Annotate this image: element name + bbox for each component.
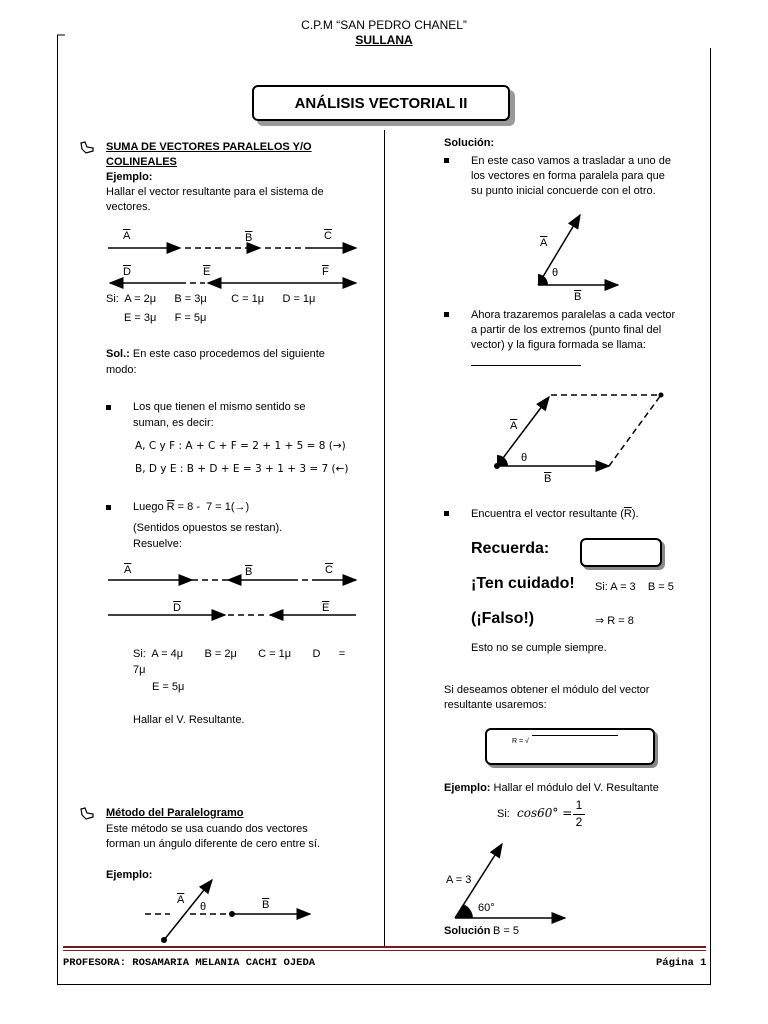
angle-theta: θ xyxy=(552,267,559,279)
footer-rule xyxy=(63,950,706,951)
b1-line3: su punto inicial concuerde con el otro. xyxy=(471,185,656,197)
bullet-icon xyxy=(106,405,111,410)
bullet-icon xyxy=(106,505,111,510)
hallar-text: Hallar el V. Resultante. xyxy=(133,714,245,726)
fraction-numerator: 1 xyxy=(575,798,583,812)
label-c: $\overline{C}$ xyxy=(324,230,332,242)
label-b: $\overline{B}$ xyxy=(574,291,582,303)
b2-line1: Ahora trazaremos paralelas a cada vector xyxy=(471,309,676,321)
no-cumple-text: Esto no se cumple siempre. xyxy=(471,642,607,654)
luego-result: = 8 - 7 = 1(→) xyxy=(177,501,250,513)
formula-box xyxy=(485,728,655,765)
ejemplo-text-line2: vectores. xyxy=(106,201,151,213)
b1-line1: En este caso vamos a trasladar a uno de xyxy=(471,155,671,167)
label-b: $\overline{B}$ xyxy=(245,566,253,578)
column-separator xyxy=(384,130,385,948)
equation-same-sense-right: A, C y F : A + C + F = 2 + 1 + 5 = 8 (→) xyxy=(135,440,346,452)
teacher-name: PROFESORA: ROSAMARIA MELANIA CACHI OJEDA xyxy=(63,957,316,969)
section2-text-line2: forman un ángulo diferente de cero entre sí. xyxy=(106,838,321,850)
falso-label: (¡Falso!) xyxy=(471,610,535,627)
cos-expression: cos60° = xyxy=(517,806,573,820)
page-number: Página 1 xyxy=(656,957,707,969)
fraction-denominator: 2 xyxy=(575,815,583,829)
values2-line2: 7μ xyxy=(133,664,146,676)
label-d: $\overline{D}$ xyxy=(173,602,181,614)
label-a: $\overline{A}$ xyxy=(177,894,185,906)
b3-suffix: ). xyxy=(631,508,639,520)
school-name: C.P.M “SAN PEDRO CHANEL” xyxy=(301,18,467,32)
section2-text-line1: Este método se usa cuando dos vectores xyxy=(106,823,308,835)
label-e: $\overline{E}$ xyxy=(322,602,330,614)
label-b: $\overline{B}$ xyxy=(245,232,253,244)
label-a: $\overline{A}$ xyxy=(510,420,518,432)
sol-label: Sol.: xyxy=(106,348,130,360)
label-b: $\overline{B}$ xyxy=(262,899,270,911)
hand-pointer-icon xyxy=(80,807,96,821)
resultant-symbol: $\overline{R}$ xyxy=(166,501,175,513)
angle-theta: θ xyxy=(200,901,207,913)
page-frame-left xyxy=(57,35,58,985)
radical-bar xyxy=(532,735,618,736)
recuerda-label: Recuerda: xyxy=(471,540,550,557)
solucion-label: Solución: xyxy=(444,137,495,149)
page-frame-right xyxy=(710,48,711,985)
city-name: SULLANA xyxy=(355,33,413,47)
angle-sixty: 60° xyxy=(478,902,495,914)
solucion2-label: Solución xyxy=(444,925,491,937)
footer-rule xyxy=(63,946,706,948)
modulo-line1: Si deseamos obtener el módulo del vector xyxy=(444,684,650,696)
values1-line2: E = 3μ F = 5μ xyxy=(124,312,207,324)
page-frame-bottom xyxy=(57,984,711,985)
b3-line xyxy=(471,507,639,522)
hand-pointer-icon xyxy=(80,141,96,155)
translated-vectors-figure xyxy=(510,210,670,295)
modulo-line2: resultante usaremos: xyxy=(444,699,547,711)
ejemplo-text-line1: Hallar el vector resultante para el sistema de xyxy=(106,186,324,198)
ejemplo3-text: Hallar el módulo del V. Resultante xyxy=(490,782,659,794)
label-b: $\overline{B}$ xyxy=(544,473,552,485)
luego-text: Luego xyxy=(133,501,164,513)
answer-blank-line xyxy=(471,365,581,366)
ejemplo2-label: Ejemplo: xyxy=(106,869,153,881)
b2-line3: vector) y la figura formada se llama: xyxy=(471,339,646,351)
b1-line2: los vectores en forma paralela para que xyxy=(471,170,665,182)
two-vectors-figure xyxy=(140,872,320,947)
resuelve-label: Resuelve: xyxy=(133,538,182,550)
falso-result: ⇒ R = 8 xyxy=(595,615,634,627)
bullet-icon xyxy=(444,511,449,516)
b2-line2: a partir de los extremos (punto final del xyxy=(471,324,662,336)
values2-line1: Si: A = 4μ B = 2μ C = 1μ D = xyxy=(133,648,346,660)
label-b-value: B = 5 xyxy=(493,925,519,937)
ejemplo-label: Ejemplo: xyxy=(106,171,153,183)
b3-prefix: Encuentra el vector resultante ( xyxy=(471,508,624,520)
resultant-symbol: $\overline{R}$ xyxy=(623,508,632,520)
label-a: $\overline{A}$ xyxy=(540,237,548,249)
sol-paragraph xyxy=(106,347,352,362)
bullet-icon xyxy=(444,312,449,317)
sol-text: En este caso procedemos del siguiente xyxy=(129,348,325,360)
section2-title: Método del Paralelogramo xyxy=(106,807,244,819)
bullet1-line1: Los que tienen el mismo sentido se xyxy=(133,401,306,413)
angle-theta: θ xyxy=(521,452,528,464)
si-label: Si: xyxy=(497,808,510,820)
recuerda-box xyxy=(580,538,662,567)
label-a: $\overline{A}$ xyxy=(124,564,132,576)
cuidado-label: ¡Ten cuidado! xyxy=(471,575,575,592)
values2-line3: E = 5μ xyxy=(152,681,185,693)
values1-line1: Si: A = 2μ B = 3μ C = 1μ D = 1μ xyxy=(106,293,316,305)
ejemplo3-label: Ejemplo: xyxy=(444,782,491,794)
section1-title-line2: COLINEALES xyxy=(106,156,177,168)
frame-corner xyxy=(57,33,67,37)
section1-title-line1: SUMA DE VECTORES PARALELOS Y/O xyxy=(106,141,312,153)
bullet1-line2: suman, es decir: xyxy=(133,417,214,429)
formula-text: R = √ xyxy=(512,738,529,745)
bullet2-note: (Sentidos opuestos se restan). xyxy=(133,522,283,534)
label-a-value: A = 3 xyxy=(446,874,472,886)
bullet-icon xyxy=(444,158,449,163)
equation-same-sense-left: B, D y E : B + D + E = 3 + 1 + 3 = 7 (←) xyxy=(135,463,349,475)
bullet2-line1 xyxy=(133,500,249,515)
page-title: ANÁLISIS VECTORIAL II xyxy=(252,85,510,121)
label-c: $\overline{C}$ xyxy=(325,564,333,576)
label-f: $\overline{F}$ xyxy=(322,266,329,278)
ejemplo3-line xyxy=(444,781,659,796)
label-e: $\overline{E}$ xyxy=(203,266,211,278)
sol-text-line2: modo: xyxy=(106,364,137,376)
cuidado-values: Si: A = 3 B = 5 xyxy=(595,581,674,593)
label-d: $\overline{D}$ xyxy=(123,266,131,278)
label-a: $\overline{A}$ xyxy=(123,230,131,242)
